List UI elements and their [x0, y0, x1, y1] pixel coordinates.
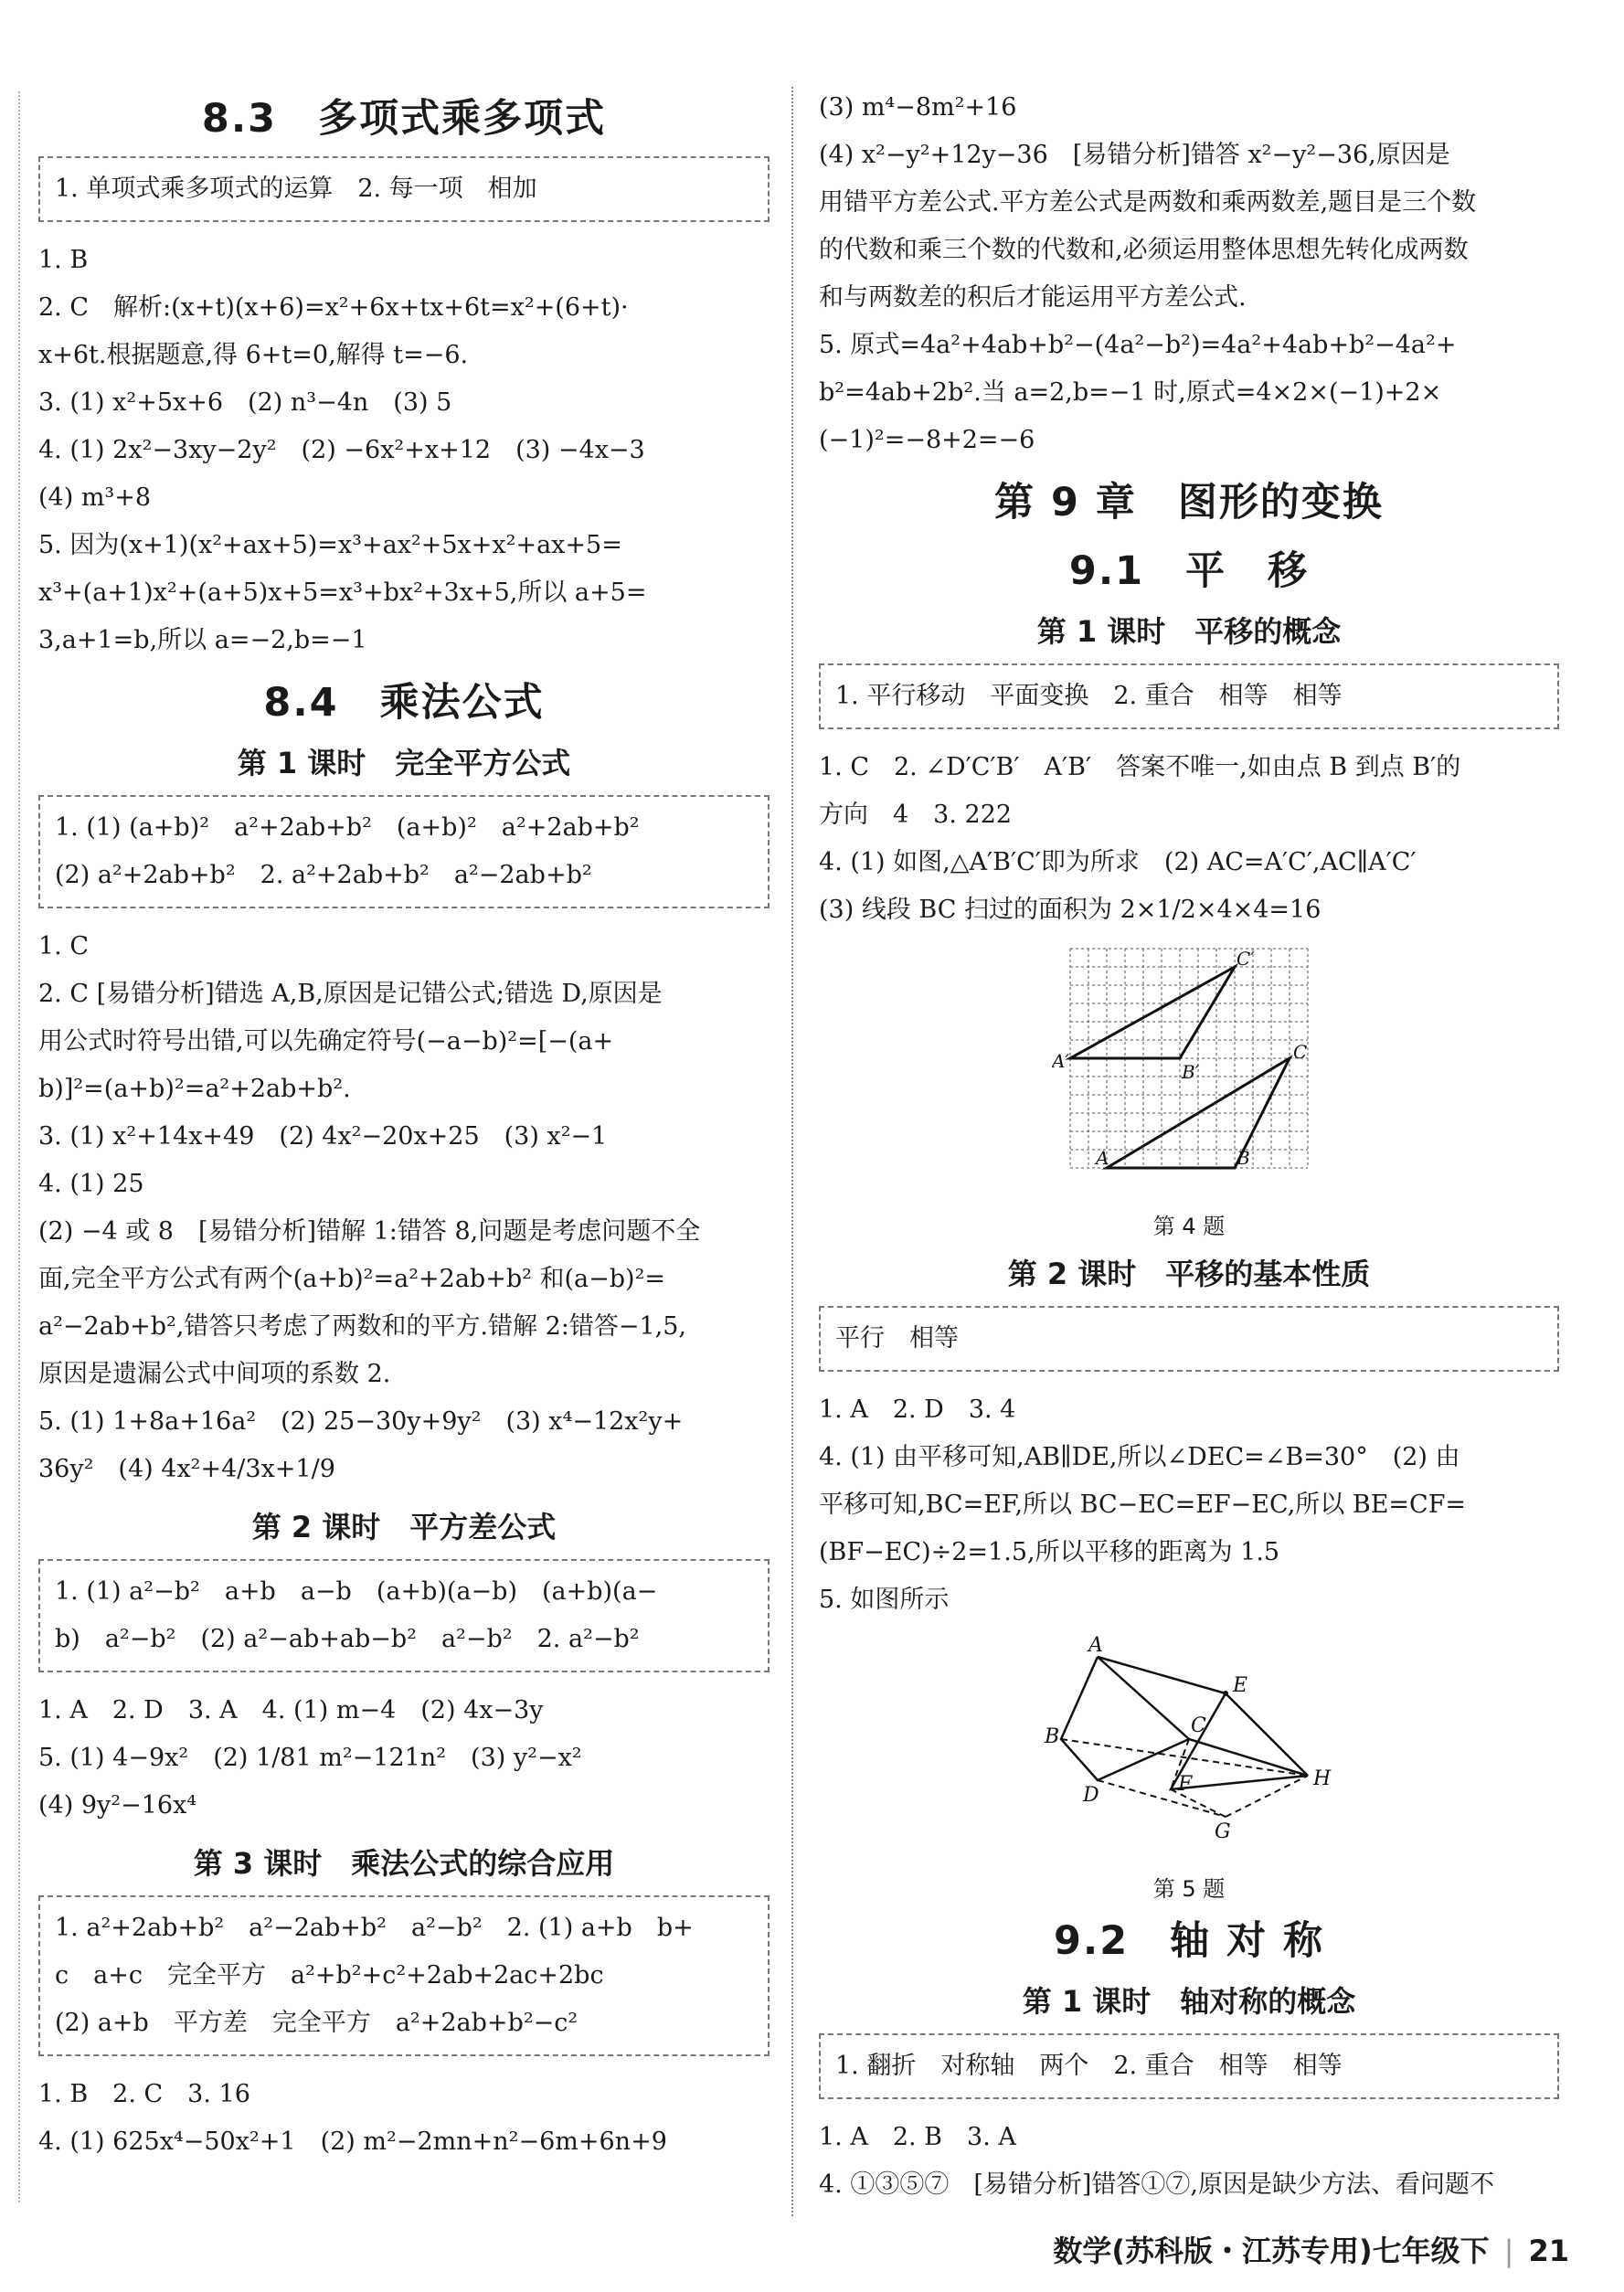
continued-answers: [819, 84, 1559, 464]
answer-line: (3) m⁴−8m²+16: [819, 93, 1017, 122]
answer-line: 用公式时符号出错,可以先确定符号(−a−b)²=[−(a+: [38, 1027, 614, 1056]
q1-answers: [819, 2114, 1559, 2209]
figure-4-caption: 第 4 题: [1152, 1214, 1226, 1239]
svg-text:C: C: [1293, 1041, 1308, 1063]
p1-answers: [819, 744, 1559, 934]
page-footer: 数学(苏科版・江苏专用)七年级下 | 21: [1053, 2234, 1569, 2268]
svg-text:B: B: [1045, 1725, 1060, 1748]
answer-line: 3. (1) x²+5x+6 (2) n³−4n (3) 5: [38, 388, 452, 417]
k2-key-box: 1. (1) a²−b² a+b a−b (a+b)(a−b) (a+b)(a− b) a²−b² (2) a²−ab+ab−b² a²−b² 2. a²−b²: [38, 1559, 770, 1672]
page-left-border: [18, 91, 21, 2202]
lesson-3-title: 第 3 课时 乘法公式的综合应用: [193, 1846, 615, 1881]
answer-line: 4. (1) 2x²−3xy−2y² (2) −6x²+x+12 (3) −4x−3: [38, 436, 645, 464]
k2-answers: [38, 1687, 770, 1830]
triangle-a1b1c1: [1070, 967, 1235, 1058]
svg-text:B: B: [1237, 1147, 1250, 1169]
svg-text:C: C: [1191, 1714, 1206, 1737]
answer-line: (−1)²=−8+2=−6: [819, 426, 1035, 454]
k3-answers: [38, 2071, 770, 2166]
answer-line: (BF−EC)÷2=1.5,所以平移的距离为 1.5: [819, 1538, 1280, 1566]
svg-text:C′: C′: [1237, 948, 1255, 970]
answer-line: 5. 如图所示: [819, 1586, 950, 1614]
lesson-2-title: 第 2 课时 平方差公式: [251, 1510, 557, 1544]
answer-line: 平移可知,BC=EF,所以 BC−EC=EF−EC,所以 BE=CF=: [819, 1491, 1467, 1519]
footer-subject: 数学(苏科版・江苏专用)七年级下: [1053, 2234, 1490, 2268]
grid-translation-figure: [1052, 939, 1326, 1204]
page-number: 21: [1528, 2234, 1569, 2268]
answer-line: 1. A 2. D 3. 4: [819, 1395, 1016, 1424]
section-9-1-title: 9.1 平 移: [1068, 548, 1310, 594]
answer-line: (2) −4 或 8 [易错分析]错解 1:错答 8,问题是考虑问题不全: [38, 1217, 701, 1246]
answer-line: 1. A 2. D 3. A 4. (1) m−4 (2) 4x−3y: [38, 1696, 544, 1724]
section-9-2-title: 9.2 轴 对 称: [1053, 1918, 1325, 1964]
figure-4: [819, 939, 1559, 1240]
answer-line: (4) 9y²−16x⁴: [38, 1791, 197, 1820]
svg-text:F: F: [1178, 1773, 1193, 1796]
answer-line: 5. 因为(x+1)(x²+ax+5)=x³+ax²+5x+x²+ax+5=: [38, 531, 622, 559]
answer-line: 的代数和乘三个数的代数和,必须运用整体思想先转化成两数: [819, 236, 1469, 264]
svg-text:H: H: [1313, 1767, 1332, 1790]
p1-key-box: 1. 平行移动 平面变换 2. 重合 相等 相等: [819, 663, 1559, 729]
answer-line: (3) 线段 BC 扫过的面积为 2×1/2×4×4=16: [819, 896, 1321, 924]
answer-line: 1. B: [38, 246, 89, 274]
k1-key-box: 1. (1) (a+b)² a²+2ab+b² (a+b)² a²+2ab+b² (2) a²+2ab+b² 2. a²+2ab+b² a²−2ab+b²: [38, 795, 770, 908]
svg-text:D: D: [1083, 1784, 1099, 1807]
right-column: [819, 84, 1559, 2209]
answer-line: b²=4ab+2b².当 a=2,b=−1 时,原式=4×2×(−1)+2×: [819, 378, 1442, 407]
answer-line: 5. 原式=4a²+4ab+b²−(4a²−b²)=4a²+4ab+b²−4a²+: [819, 331, 1457, 359]
svg-text:B′: B′: [1182, 1061, 1200, 1083]
answer-line: 5. (1) 1+8a+16a² (2) 25−30y+9y² (3) x⁴−12x²y+: [38, 1407, 684, 1436]
answer-line: x+6t.根据题意,得 6+t=0,解得 t=−6.: [38, 341, 469, 369]
p2-answers: [819, 1386, 1559, 1624]
q1-title: 第 1 课时 轴对称的概念: [1022, 1984, 1356, 2019]
answer-line: 4. (1) 如图,△A′B′C′即为所求 (2) AC=A′C′,AC∥A′C′: [819, 848, 1417, 876]
chapter-9-title: 第 9 章 图形的变换: [994, 480, 1384, 525]
answer-line: 1. B 2. C 3. 16: [38, 2080, 250, 2108]
p1-title: 第 1 课时 平移的概念: [1036, 614, 1342, 649]
answer-line: 4. ①③⑤⑦ [易错分析]错答①⑦,原因是缺少方法、看问题不: [819, 2170, 1494, 2199]
answer-line: 面,完全平方公式有两个(a+b)²=a²+2ab+b² 和(a−b)²=: [38, 1265, 666, 1293]
section-8-4-title: 8.4 乘法公式: [263, 680, 545, 726]
answer-line: 1. C 2. ∠D′C′B′ A′B′ 答案不唯一,如由点 B 到点 B′的: [819, 753, 1461, 781]
answer-line: b)]²=(a+b)²=a²+2ab+b².: [38, 1075, 351, 1103]
svg-text:A: A: [1096, 1147, 1109, 1169]
q1-key-box: 1. 翻折 对称轴 两个 2. 重合 相等 相等: [819, 2033, 1559, 2099]
k1-answers: [38, 923, 770, 1493]
answer-line: 4. (1) 25: [38, 1170, 144, 1198]
p2-title: 第 2 课时 平移的基本性质: [1007, 1257, 1371, 1291]
p2-key-box: 平行 相等: [819, 1306, 1559, 1372]
k3-key-box: 1. a²+2ab+b² a²−2ab+b² a²−b² 2. (1) a+b b+ c a+c 完全平方 a²+b²+c²+2ab+2ac+2bc (2) a+b 平方差 完全平方 a²+2ab+b²−c²: [38, 1895, 770, 2056]
answer-line: x³+(a+1)x²+(a+5)x+5=x³+bx²+3x+5,所以 a+5=: [38, 578, 647, 607]
answer-line: 4. (1) 625x⁴−50x²+1 (2) m²−2mn+n²−6m+6n+9: [38, 2128, 667, 2156]
answer-line: 原因是遗漏公式中间项的系数 2.: [38, 1360, 391, 1388]
left-column: [38, 80, 770, 2166]
svg-text:A′: A′: [1052, 1050, 1069, 1072]
answer-line: (4) x²−y²+12y−36 [易错分析]错答 x²−y²−36,原因是: [819, 141, 1450, 169]
figure-5: [819, 1629, 1559, 1903]
answer-line: a²−2ab+b²,错答只考虑了两数和的平方.错解 2:错答−1,5,: [38, 1312, 686, 1341]
column-divider: [791, 87, 794, 2216]
prism-translation-figure: [1034, 1629, 1344, 1867]
answer-line: 2. C [易错分析]错选 A,B,原因是记错公式;错选 D,原因是: [38, 980, 663, 1008]
lesson-1-title: 第 1 课时 完全平方公式: [237, 746, 571, 780]
answer-line: 1. C: [38, 932, 90, 960]
answer-line: 36y² (4) 4x²+4/3x+1/9: [38, 1455, 335, 1483]
answer-line: 2. C 解析:(x+t)(x+6)=x²+6x+tx+6t=x²+(6+t)·: [38, 293, 629, 322]
answer-line: 1. A 2. B 3. A: [819, 2123, 1016, 2151]
s83-key-box: 1. 单项式乘多项式的运算 2. 每一项 相加: [38, 156, 770, 222]
answer-line: 用错平方差公式.平方差公式是两数和乘两数差,题目是三个数: [819, 188, 1477, 217]
answer-line: 4. (1) 由平移可知,AB∥DE,所以∠DEC=∠B=30° (2) 由: [819, 1443, 1460, 1471]
answer-line: 3,a+1=b,所以 a=−2,b=−1: [38, 626, 367, 654]
answer-line: 3. (1) x²+14x+49 (2) 4x²−20x+25 (3) x²−1: [38, 1122, 608, 1151]
figure-5-caption: 第 5 题: [1152, 1876, 1226, 1902]
answer-line: 5. (1) 4−9x² (2) 1/81 m²−121n² (3) y²−x²: [38, 1744, 582, 1772]
svg-text:A: A: [1088, 1634, 1103, 1657]
svg-text:G: G: [1215, 1820, 1231, 1843]
section-8-3-title: 8.3 多项式乘多项式: [201, 96, 607, 142]
answer-line: 方向 4 3. 222: [819, 801, 1013, 829]
answer-line: 和与两数差的积后才能运用平方差公式.: [819, 283, 1247, 312]
s83-answers: [38, 237, 770, 664]
answer-line: (4) m³+8: [38, 483, 152, 512]
svg-text:E: E: [1233, 1674, 1248, 1697]
